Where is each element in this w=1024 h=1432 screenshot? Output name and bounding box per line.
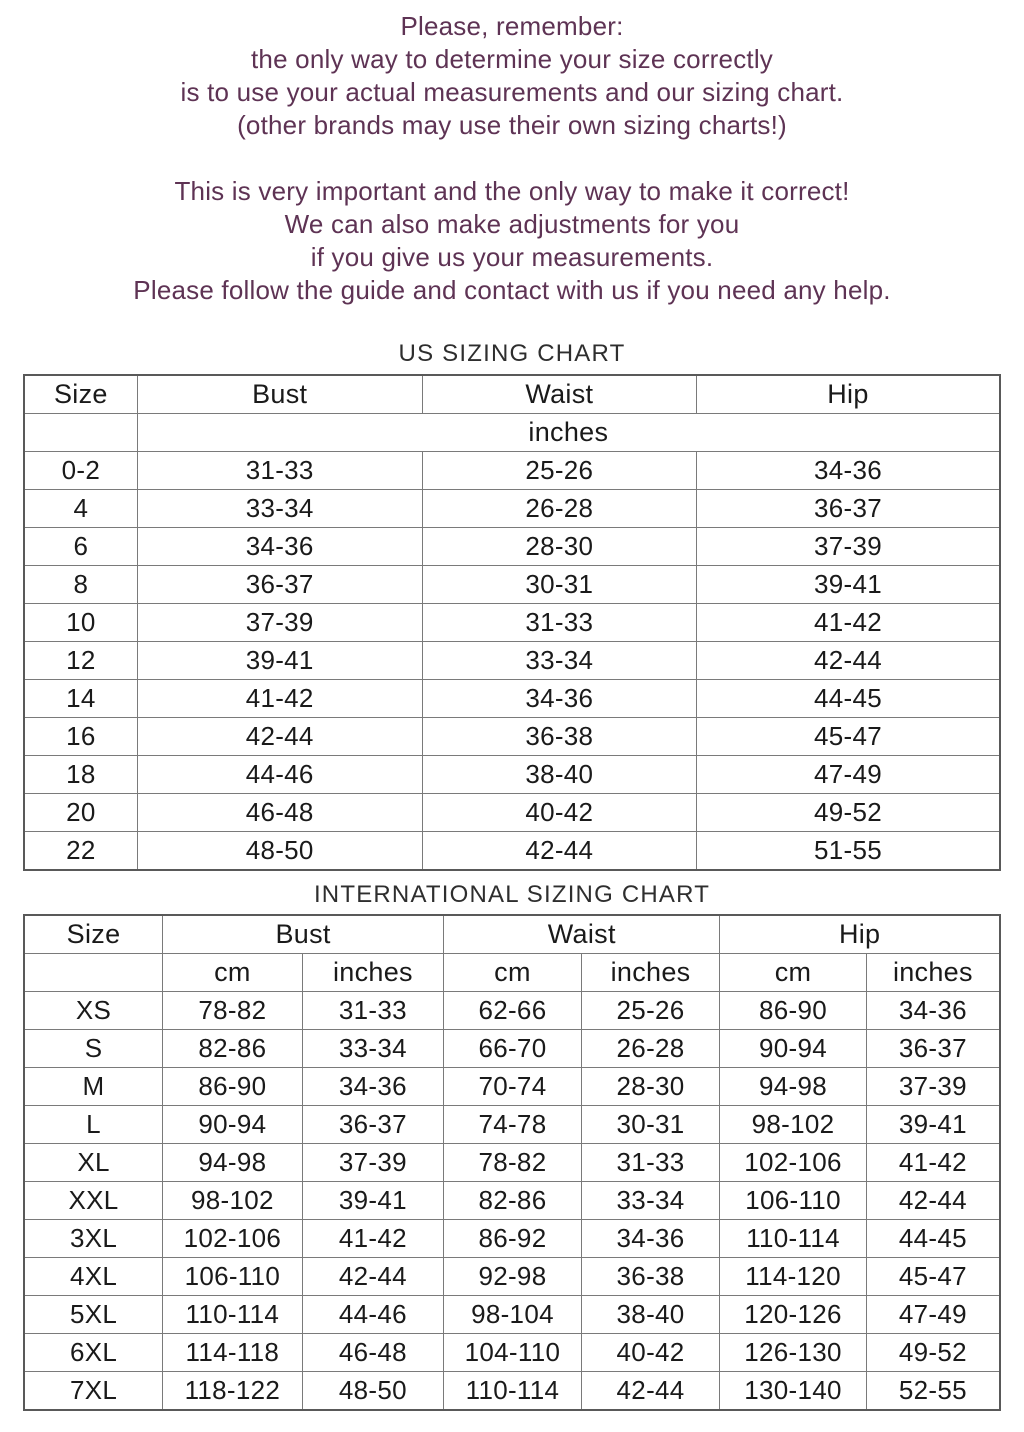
- us-header-row: [24, 375, 1000, 414]
- intl-col-header-bust: Bust: [163, 915, 444, 954]
- table-cell: 110-114: [444, 1372, 582, 1411]
- table-cell: 33-34: [581, 1182, 720, 1220]
- table-cell: 22: [24, 832, 137, 871]
- table-cell: 31-33: [422, 604, 696, 642]
- table-cell: 42-44: [302, 1258, 444, 1296]
- intl-col-header-hip: Hip: [720, 915, 1000, 954]
- table-cell: 106-110: [163, 1258, 303, 1296]
- intl-unit-hip-inches: inches: [866, 954, 1000, 992]
- table-cell: 94-98: [163, 1144, 303, 1182]
- intro-line-7: if you give us your measurements.: [310, 242, 714, 272]
- table-row: [24, 718, 1000, 756]
- table-cell: 118-122: [163, 1372, 303, 1411]
- table-cell: 52-55: [866, 1372, 1000, 1411]
- table-cell: 42-44: [422, 832, 696, 871]
- table-cell: 104-110: [444, 1334, 582, 1372]
- table-cell: 42-44: [581, 1372, 720, 1411]
- us-sizing-table: [23, 374, 1001, 871]
- table-cell: 30-31: [422, 566, 696, 604]
- table-cell: 44-46: [137, 756, 422, 794]
- table-cell: 36-37: [696, 490, 1000, 528]
- table-cell: 6XL: [24, 1334, 163, 1372]
- table-cell: 36-38: [422, 718, 696, 756]
- table-row: [24, 528, 1000, 566]
- table-cell: 4: [24, 490, 137, 528]
- table-cell: 5XL: [24, 1296, 163, 1334]
- table-cell: 0-2: [24, 452, 137, 490]
- table-row: [24, 1068, 1000, 1106]
- table-cell: 37-39: [137, 604, 422, 642]
- table-cell: 39-41: [696, 566, 1000, 604]
- table-cell: 34-36: [866, 992, 1000, 1030]
- intro-line-5: This is very important and the only way to make it correct!: [174, 176, 850, 206]
- table-row: [24, 452, 1000, 490]
- table-cell: 26-28: [581, 1030, 720, 1068]
- table-cell: 31-33: [302, 992, 444, 1030]
- table-cell: 4XL: [24, 1258, 163, 1296]
- intl-unit-bust-inches: inches: [302, 954, 444, 992]
- table-cell: 38-40: [581, 1296, 720, 1334]
- us-unit-row: [24, 414, 1000, 452]
- table-cell: 90-94: [720, 1030, 866, 1068]
- table-cell: XS: [24, 992, 163, 1030]
- table-cell: M: [24, 1068, 163, 1106]
- table-cell: 42-44: [866, 1182, 1000, 1220]
- us-table-body: [24, 452, 1000, 871]
- intl-unit-empty-cell: [24, 954, 163, 992]
- table-cell: 98-102: [720, 1106, 866, 1144]
- intl-header-row: [24, 915, 1000, 954]
- table-cell: 30-31: [581, 1106, 720, 1144]
- table-cell: 34-36: [137, 528, 422, 566]
- table-cell: XXL: [24, 1182, 163, 1220]
- table-cell: 33-34: [302, 1030, 444, 1068]
- table-cell: 82-86: [444, 1182, 582, 1220]
- table-cell: 39-41: [302, 1182, 444, 1220]
- table-cell: 46-48: [302, 1334, 444, 1372]
- table-cell: 36-37: [302, 1106, 444, 1144]
- table-cell: 42-44: [137, 718, 422, 756]
- table-cell: 114-118: [163, 1334, 303, 1372]
- table-row: [24, 604, 1000, 642]
- table-row: [24, 1106, 1000, 1144]
- table-cell: 33-34: [137, 490, 422, 528]
- table-cell: 25-26: [581, 992, 720, 1030]
- table-cell: 41-42: [866, 1144, 1000, 1182]
- table-cell: 48-50: [137, 832, 422, 871]
- table-cell: 31-33: [581, 1144, 720, 1182]
- table-cell: 18: [24, 756, 137, 794]
- table-cell: 44-45: [866, 1220, 1000, 1258]
- table-cell: 110-114: [720, 1220, 866, 1258]
- table-cell: 47-49: [866, 1296, 1000, 1334]
- table-cell: 74-78: [444, 1106, 582, 1144]
- table-cell: 37-39: [302, 1144, 444, 1182]
- table-cell: 78-82: [444, 1144, 582, 1182]
- intro-line-8: Please follow the guide and contact with us if you need any help.: [133, 275, 891, 305]
- table-cell: 28-30: [581, 1068, 720, 1106]
- table-row: [24, 832, 1000, 871]
- table-cell: 70-74: [444, 1068, 582, 1106]
- international-sizing-table: [23, 914, 1001, 1411]
- table-cell: 36-37: [137, 566, 422, 604]
- intl-unit-waist-cm: cm: [444, 954, 582, 992]
- table-cell: 86-90: [163, 1068, 303, 1106]
- intro-line-1: Please, remember:: [400, 11, 624, 41]
- table-cell: S: [24, 1030, 163, 1068]
- intl-chart-title: INTERNATIONAL SIZING CHART: [313, 881, 711, 908]
- table-cell: 92-98: [444, 1258, 582, 1296]
- table-cell: 45-47: [696, 718, 1000, 756]
- table-cell: 126-130: [720, 1334, 866, 1372]
- table-cell: 62-66: [444, 992, 582, 1030]
- table-cell: 78-82: [163, 992, 303, 1030]
- table-row: [24, 1334, 1000, 1372]
- us-col-header-hip: Hip: [696, 375, 1000, 414]
- table-cell: 49-52: [866, 1334, 1000, 1372]
- intl-unit-hip-cm: cm: [720, 954, 866, 992]
- us-unit-label: inches: [137, 414, 1000, 452]
- table-cell: 7XL: [24, 1372, 163, 1411]
- intl-unit-row: [24, 954, 1000, 992]
- intro-text-block: [0, 10, 1024, 307]
- table-cell: 102-106: [163, 1220, 303, 1258]
- table-cell: 12: [24, 642, 137, 680]
- table-cell: 37-39: [866, 1068, 1000, 1106]
- table-row: [24, 1182, 1000, 1220]
- table-cell: 102-106: [720, 1144, 866, 1182]
- table-row: [24, 490, 1000, 528]
- table-row: [24, 992, 1000, 1030]
- table-cell: XL: [24, 1144, 163, 1182]
- table-cell: 36-38: [581, 1258, 720, 1296]
- table-cell: 14: [24, 680, 137, 718]
- intl-col-header-waist: Waist: [444, 915, 720, 954]
- table-cell: 34-36: [302, 1068, 444, 1106]
- table-cell: 25-26: [422, 452, 696, 490]
- table-cell: 46-48: [137, 794, 422, 832]
- table-row: [24, 1144, 1000, 1182]
- table-cell: 42-44: [696, 642, 1000, 680]
- table-cell: 98-102: [163, 1182, 303, 1220]
- table-cell: 37-39: [696, 528, 1000, 566]
- table-cell: 40-42: [581, 1334, 720, 1372]
- table-cell: 20: [24, 794, 137, 832]
- table-row: [24, 756, 1000, 794]
- table-cell: 51-55: [696, 832, 1000, 871]
- us-col-header-waist: Waist: [422, 375, 696, 414]
- table-cell: 41-42: [696, 604, 1000, 642]
- table-cell: 33-34: [422, 642, 696, 680]
- table-cell: 41-42: [302, 1220, 444, 1258]
- table-cell: 47-49: [696, 756, 1000, 794]
- table-cell: 41-42: [137, 680, 422, 718]
- table-cell: 98-104: [444, 1296, 582, 1334]
- table-row: [24, 680, 1000, 718]
- intro-line-4: (other brands may use their own sizing charts!): [237, 110, 787, 140]
- table-row: [24, 566, 1000, 604]
- table-cell: L: [24, 1106, 163, 1144]
- us-unit-empty-cell: [24, 414, 137, 452]
- table-cell: 28-30: [422, 528, 696, 566]
- intl-col-header-size: Size: [24, 915, 163, 954]
- us-chart-title: US SIZING CHART: [398, 340, 626, 367]
- table-cell: 82-86: [163, 1030, 303, 1068]
- table-cell: 31-33: [137, 452, 422, 490]
- table-cell: 34-36: [696, 452, 1000, 490]
- us-col-header-size: Size: [24, 375, 137, 414]
- table-cell: 36-37: [866, 1030, 1000, 1068]
- table-cell: 45-47: [866, 1258, 1000, 1296]
- table-cell: 16: [24, 718, 137, 756]
- paragraph-gap: [0, 142, 1024, 175]
- table-cell: 114-120: [720, 1258, 866, 1296]
- intl-unit-waist-inches: inches: [581, 954, 720, 992]
- table-cell: 120-126: [720, 1296, 866, 1334]
- table-cell: 66-70: [444, 1030, 582, 1068]
- intro-line-2: the only way to determine your size correctly: [251, 44, 773, 74]
- table-cell: 86-92: [444, 1220, 582, 1258]
- table-row: [24, 1372, 1000, 1411]
- table-cell: 39-41: [866, 1106, 1000, 1144]
- table-cell: 86-90: [720, 992, 866, 1030]
- table-cell: 110-114: [163, 1296, 303, 1334]
- table-row: [24, 1030, 1000, 1068]
- intl-table-body: [24, 992, 1000, 1411]
- table-cell: 38-40: [422, 756, 696, 794]
- table-cell: 6: [24, 528, 137, 566]
- table-cell: 40-42: [422, 794, 696, 832]
- table-cell: 44-46: [302, 1296, 444, 1334]
- table-cell: 8: [24, 566, 137, 604]
- table-cell: 94-98: [720, 1068, 866, 1106]
- table-row: [24, 1220, 1000, 1258]
- table-cell: 44-45: [696, 680, 1000, 718]
- table-cell: 90-94: [163, 1106, 303, 1144]
- table-cell: 10: [24, 604, 137, 642]
- table-row: [24, 794, 1000, 832]
- table-cell: 26-28: [422, 490, 696, 528]
- table-cell: 49-52: [696, 794, 1000, 832]
- table-cell: 39-41: [137, 642, 422, 680]
- table-row: [24, 1296, 1000, 1334]
- intro-line-6: We can also make adjustments for you: [284, 209, 740, 239]
- table-cell: 106-110: [720, 1182, 866, 1220]
- us-col-header-bust: Bust: [137, 375, 422, 414]
- table-cell: 130-140: [720, 1372, 866, 1411]
- table-cell: 34-36: [422, 680, 696, 718]
- table-cell: 34-36: [581, 1220, 720, 1258]
- table-cell: 3XL: [24, 1220, 163, 1258]
- table-row: [24, 642, 1000, 680]
- table-cell: 48-50: [302, 1372, 444, 1411]
- intl-unit-bust-cm: cm: [163, 954, 303, 992]
- intro-line-3: is to use your actual measurements and our sizing chart.: [180, 77, 844, 107]
- table-row: [24, 1258, 1000, 1296]
